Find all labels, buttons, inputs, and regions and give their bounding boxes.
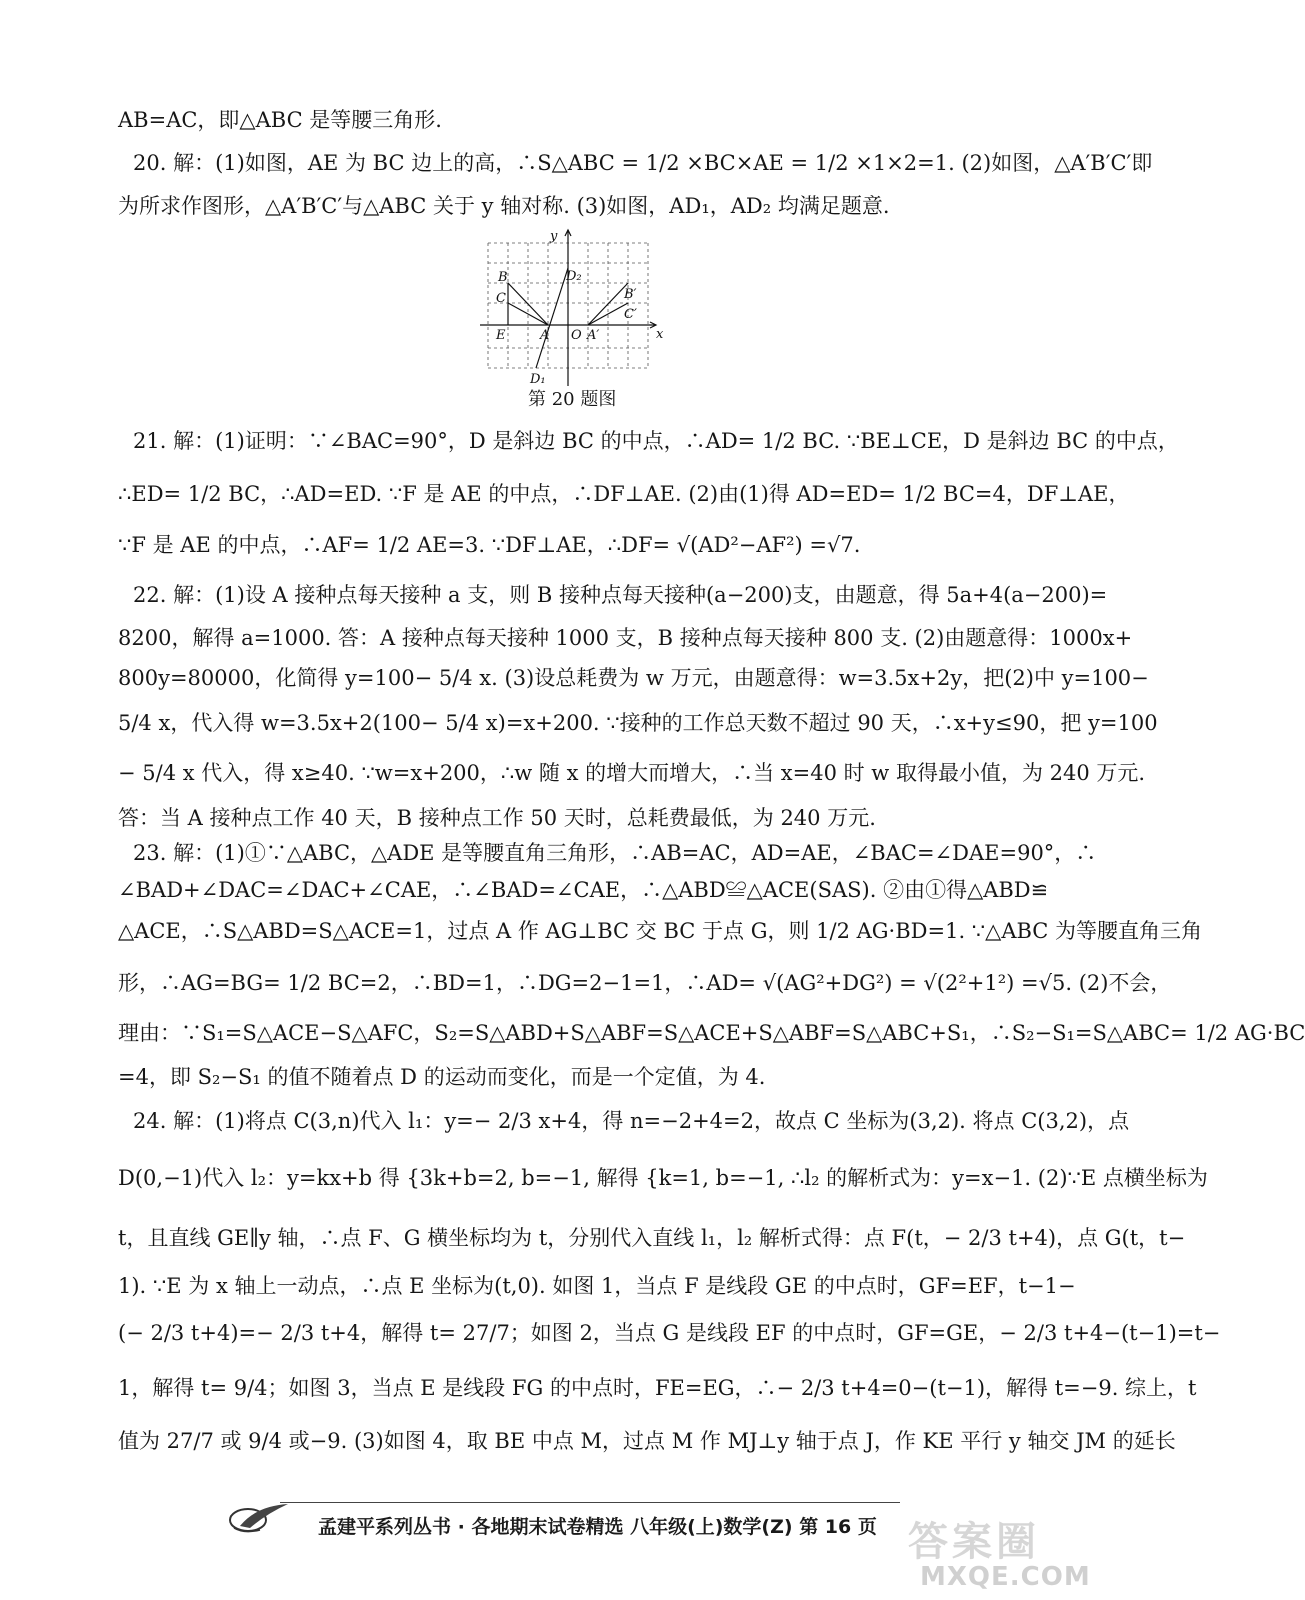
text-line: ∠BAD+∠DAC=∠DAC+∠CAE，∴∠BAD=∠CAE，∴△ABD≌△ACE(SAS). ②由①得△ABD≌ <box>118 878 1049 902</box>
point-label-b-prime: B′ <box>624 287 637 302</box>
text-line: 21. 解：(1)证明：∵∠BAC=90°，D 是斜边 BC 的中点，∴AD= 1/2 BC. ∵BE⊥CE，D 是斜边 BC 的中点， <box>133 429 1179 453</box>
text-line: t，且直线 GE∥y 轴，∴点 F、G 横坐标均为 t，分别代入直线 l₁，l₂ 解析式得：点 F(t，− 2/3 t+4)，点 G(t，t− <box>118 1226 1186 1250</box>
text-line: 5/4 x，代入得 w=3.5x+2(100− 5/4 x)=x+200. ∵接种的工作总天数不超过 90 天，∴x+y≤90，把 y=100 <box>118 711 1158 735</box>
text-line: △ACE，∴S△ABD=S△ACE=1，过点 A 作 AG⊥BC 交 BC 于点 G，则 1/2 AG·BD=1. ∵△ABC 为等腰直角三角 <box>118 919 1203 943</box>
text-line: D(0,−1)代入 l₂：y=kx+b 得 {3k+b=2, b=−1, 解得 {k=1, b=−1, ∴l₂ 的解析式为：y=x−1. (2)∵E 点横坐标为 <box>118 1166 1208 1190</box>
text-line: 20. 解：(1)如图，AE 为 BC 边上的高，∴S△ABC = 1/2 ×BC×AE = 1/2 ×1×2=1. (2)如图，△A′B′C′即 <box>133 151 1153 175</box>
text-line: (− 2/3 t+4)=− 2/3 t+4，解得 t= 27/7；如图 2，当点 G 是线段 EF 的中点时，GF=GE，− 2/3 t+4−(t−1)=t− <box>118 1321 1221 1345</box>
text-line: 答：当 A 接种点工作 40 天，B 接种点工作 50 天时，总耗费最低，为 240 万元. <box>118 806 876 830</box>
text-line: − 5/4 x 代入，得 x≥40. ∵w=x+200，∴w 随 x 的增大而增大，∴当 x=40 时 w 取得最小值，为 240 万元. <box>118 761 1146 785</box>
text-line: 值为 27/7 或 9/4 或−9. (3)如图 4，取 BE 中点 M，过点 M 作 MJ⊥y 轴于点 J，作 KE 平行 y 轴交 JM 的延长 <box>118 1429 1176 1453</box>
point-label-c: C <box>496 291 506 306</box>
figure-caption: 第 20 题图 <box>528 389 617 410</box>
point-label-a: A <box>540 328 550 343</box>
text-line: 形，∴AG=BG= 1/2 BC=2，∴BD=1，∴DG=2−1=1，∴AD= √(AG²+DG²) = √(2²+1²) =√5. (2)不会， <box>118 971 1172 995</box>
watermark <box>898 1500 1103 1595</box>
watermark-url: MXQE.COM <box>920 1562 1091 1592</box>
point-label-c-prime: C′ <box>624 307 637 322</box>
watermark-title: 答案圈 <box>908 1519 1040 1565</box>
point-label-b: B <box>498 270 508 285</box>
text-line: 22. 解：(1)设 A 接种点每天接种 a 支，则 B 接种点每天接种(a−200)支，由题意，得 5a+4(a−200)= <box>133 583 1108 607</box>
text-line: 理由：∵S₁=S△ACE−S△AFC，S₂=S△ABD+S△ABF=S△ACE+S△ABF=S△ABC+S₁，∴S₂−S₁=S△ABC= 1/2 AG·BC <box>118 1021 1305 1045</box>
text-line: 23. 解：(1)①∵△ABC，△ADE 是等腰直角三角形，∴AB=AC，AD=AE，∠BAC=∠DAE=90°，∴ <box>133 841 1097 865</box>
x-axis-label: x <box>656 327 664 342</box>
text-line: ∵F 是 AE 的中点，∴AF= 1/2 AE=3. ∵DF⊥AE，∴DF= √(AD²−AF²) =√7. <box>118 533 861 557</box>
point-label-d2: D₂ <box>566 269 582 284</box>
text-line: =4，即 S₂−S₁ 的值不随着点 D 的运动而变化，而是一个定值，为 4. <box>118 1065 766 1089</box>
text-line: 1，解得 t= 9/4；如图 3，当点 E 是线段 FG 的中点时，FE=EG，∴− 2/3 t+4=0−(t−1)，解得 t=−9. 综上，t <box>118 1376 1197 1400</box>
text-line: 为所求作图形，△A′B′C′与△ABC 关于 y 轴对称. (3)如图，AD₁，AD₂ 均满足题意. <box>118 194 890 218</box>
text-line: 8200，解得 a=1000. 答：A 接种点每天接种 1000 支，B 接种点每天接种 800 支. (2)由题意得：1000x+ <box>118 626 1133 650</box>
origin-label: O <box>571 328 582 343</box>
text-line: 800y=80000，化简得 y=100− 5/4 x. (3)设总耗费为 w 万元，由题意得：w=3.5x+2y，把(2)中 y=100− <box>118 666 1149 690</box>
text-line: 24. 解：(1)将点 C(3,n)代入 l₁：y=− 2/3 x+4，得 n=−2+4=2，故点 C 坐标为(3,2). 将点 C(3,2)，点 <box>133 1109 1130 1133</box>
text-line: ∴ED= 1/2 BC，∴AD=ED. ∵F 是 AE 的中点，∴DF⊥AE. (2)由(1)得 AD=ED= 1/2 BC=4，DF⊥AE， <box>118 482 1130 506</box>
footer-text: 孟建平系列丛书 · 各地期末试卷精选 八年级(上)数学(Z) 第 16 页 <box>318 1516 877 1538</box>
brush-logo-icon <box>226 1498 296 1538</box>
point-label-e: E <box>496 328 506 343</box>
footer-rule <box>280 1502 900 1503</box>
text-line: AB=AC，即△ABC 是等腰三角形. <box>118 108 442 132</box>
coordinate-grid-figure <box>478 228 668 388</box>
y-axis-label: y <box>550 229 558 244</box>
text-line: 1). ∵E 为 x 轴上一动点，∴点 E 坐标为(t,0). 如图 1，当点 F 是线段 GE 的中点时，GF=EF，t−1− <box>118 1274 1076 1298</box>
point-label-a-prime: A′ <box>587 328 600 343</box>
point-label-d1: D₁ <box>530 372 546 387</box>
